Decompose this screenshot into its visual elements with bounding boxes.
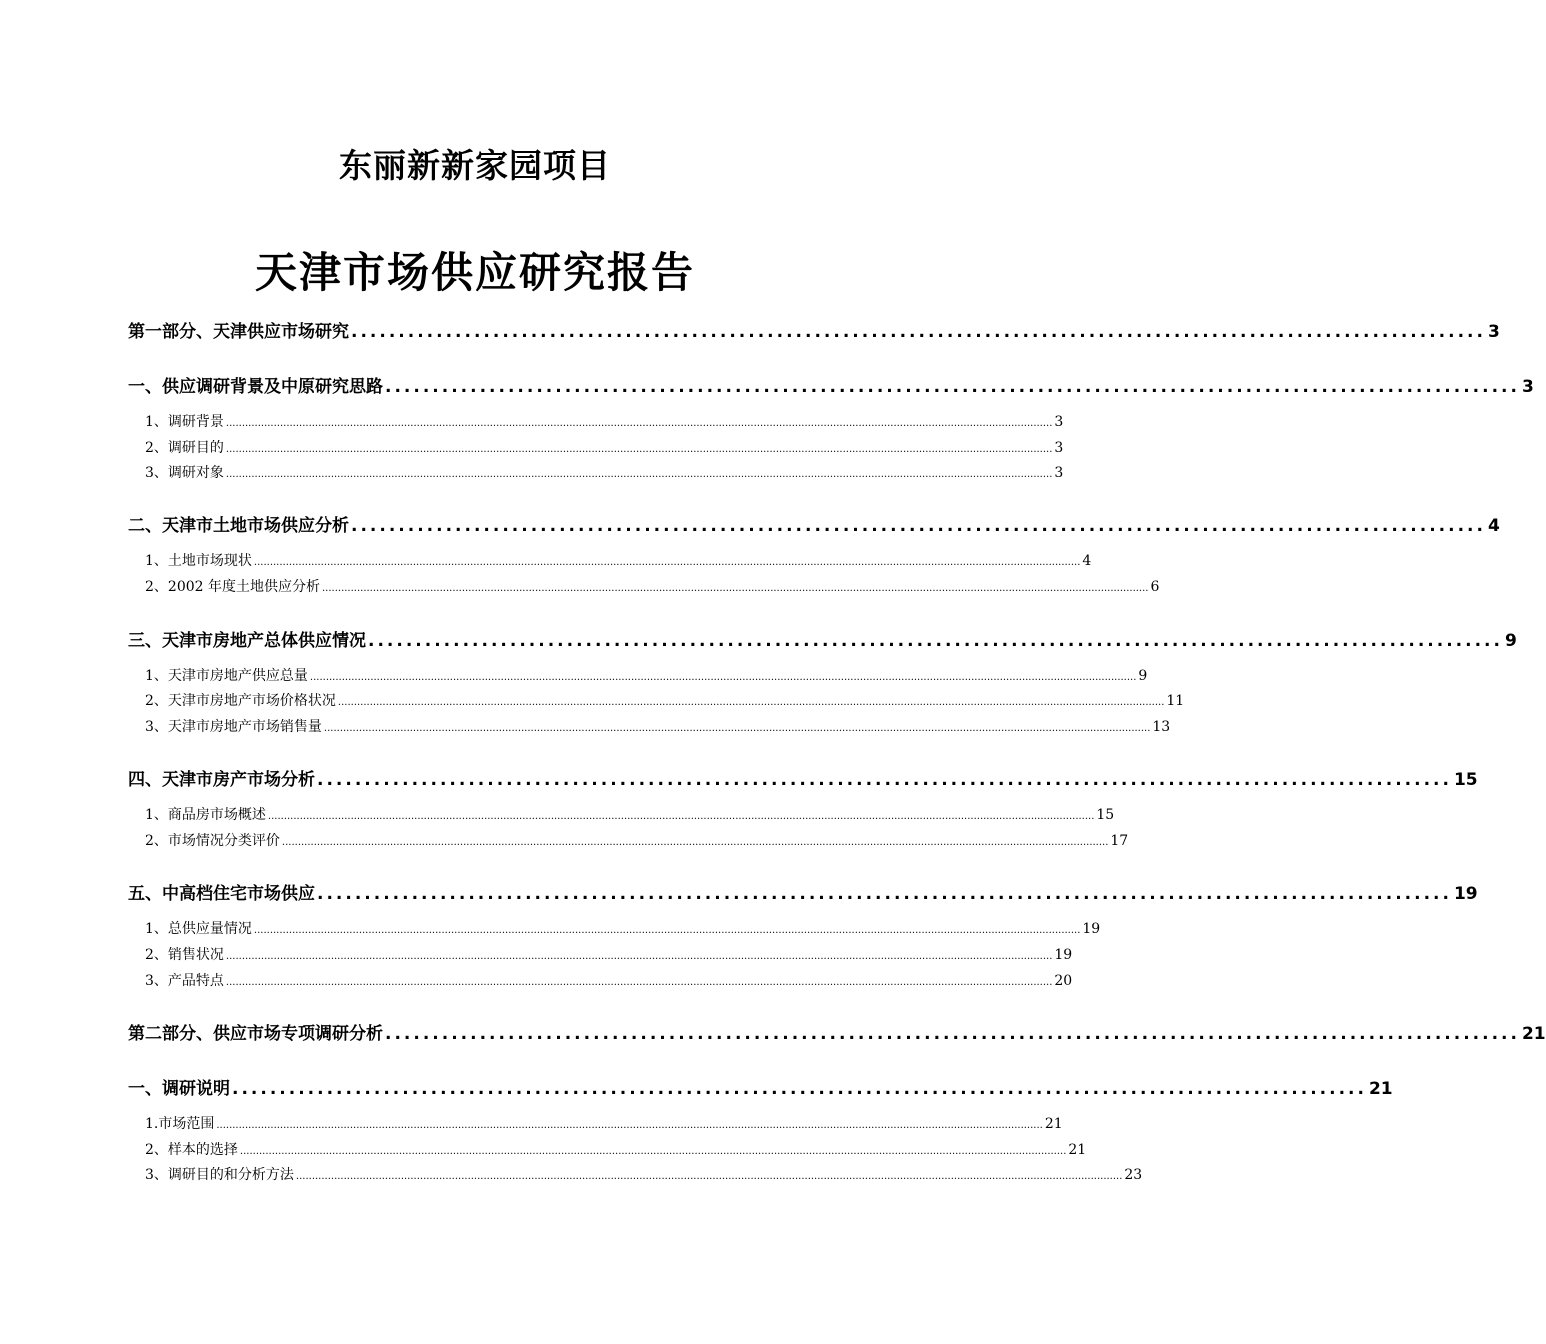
toc-leader-dots: .................................................................................................................................................................................................................................................................... [337, 697, 1165, 708]
toc-page-number: 20 [1054, 973, 1073, 989]
toc-entry-label: 第一部分、天津供应市场研究 [128, 322, 349, 342]
toc-heading-entry[interactable] [128, 1019, 1546, 1044]
toc-leader-dots: .................................................................................................................................................................................................................................................................... [323, 723, 1151, 734]
toc-page-number: 19 [1082, 921, 1101, 937]
toc-subentry[interactable] [145, 576, 1160, 596]
toc-subentry[interactable] [145, 437, 1064, 457]
toc-leader-dots: ........................................................................................................................ [351, 516, 1486, 536]
toc-entry-label: 一、供应调研背景及中原研究思路 [128, 377, 383, 397]
toc-entry-label: 三、天津市房地产总体供应情况 [128, 631, 366, 651]
toc-entry-label: 二、天津市土地市场供应分析 [128, 516, 349, 536]
toc-subentry[interactable] [145, 716, 1171, 736]
toc-subentry[interactable] [145, 804, 1115, 824]
toc-page-number: 6 [1150, 579, 1160, 595]
toc-heading-entry[interactable] [128, 879, 1478, 904]
toc-leader-dots: ........................................................................................................................ [232, 1079, 1367, 1099]
toc-page-number: 19 [1054, 947, 1073, 963]
toc-heading-entry[interactable] [128, 372, 1534, 397]
toc-leader-dots: .................................................................................................................................................................................................................................................................... [267, 811, 1095, 822]
toc-page-number: 21 [1068, 1142, 1087, 1158]
document-title: 东丽新新家园项目 [339, 146, 611, 185]
toc-heading-entry[interactable] [128, 511, 1500, 536]
toc-page-number: 3 [1054, 440, 1064, 456]
toc-entry-label: 3、产品特点 [145, 973, 224, 989]
toc-page-number: 15 [1453, 770, 1478, 790]
toc-page-number: 9 [1138, 668, 1148, 684]
toc-leader-dots: .................................................................................................................................................................................................................................................................... [309, 672, 1137, 683]
toc-leader-dots: ........................................................................................................................ [351, 322, 1486, 342]
toc-entry-label: 五、中高档住宅市场供应 [128, 884, 315, 904]
toc-page-number: 21 [1521, 1024, 1546, 1044]
toc-leader-dots: .................................................................................................................................................................................................................................................................... [281, 837, 1109, 848]
toc-entry-label: 2、样本的选择 [145, 1142, 238, 1158]
toc-leader-dots: .................................................................................................................................................................................................................................................................... [253, 925, 1081, 936]
toc-page-number: 3 [1054, 414, 1064, 430]
toc-subentry[interactable] [145, 550, 1092, 570]
toc-leader-dots: .................................................................................................................................................................................................................................................................... [253, 557, 1081, 568]
toc-leader-dots: .................................................................................................................................................................................................................................................................... [225, 469, 1053, 480]
toc-heading-entry[interactable] [128, 626, 1517, 651]
toc-heading-entry[interactable] [128, 1074, 1393, 1099]
toc-entry-label: 1、商品房市场概述 [145, 807, 266, 823]
toc-entry-label: 1、总供应量情况 [145, 921, 252, 937]
toc-page-number: 3 [1521, 377, 1534, 397]
toc-entry-label: 一、调研说明 [128, 1079, 230, 1099]
toc-entry-label: 2、市场情况分类评价 [145, 833, 280, 849]
toc-page-number: 19 [1453, 884, 1478, 904]
toc-page-number: 4 [1487, 516, 1500, 536]
toc-page-number: 3 [1054, 465, 1064, 481]
toc-subentry[interactable] [145, 918, 1101, 938]
toc-page-number: 15 [1096, 807, 1115, 823]
toc-subentry[interactable] [145, 690, 1185, 710]
toc-leader-dots: .................................................................................................................................................................................................................................................................... [295, 1171, 1123, 1182]
toc-subentry[interactable] [145, 944, 1073, 964]
toc-subentry[interactable] [145, 462, 1064, 482]
toc-subentry[interactable] [145, 1113, 1063, 1133]
toc-leader-dots: .................................................................................................................................................................................................................................................................... [322, 583, 1149, 594]
toc-heading-entry[interactable] [128, 765, 1478, 790]
toc-leader-dots: .................................................................................................................................................................................................................................................................... [225, 977, 1053, 988]
toc-entry-label: 第二部分、供应市场专项调研分析 [128, 1024, 383, 1044]
toc-entry-label: 1、土地市场现状 [145, 553, 252, 569]
toc-entry-label: 3、调研对象 [145, 465, 224, 481]
toc-subentry[interactable] [145, 665, 1148, 685]
toc-entry-label: 四、天津市房产市场分析 [128, 770, 315, 790]
toc-subentry[interactable] [145, 830, 1129, 850]
toc-heading-entry[interactable] [128, 317, 1500, 342]
toc-entry-label: 1.市场范围 [145, 1116, 215, 1132]
toc-entry-label: 2、天津市房地产市场价格状况 [145, 693, 336, 709]
document-subtitle: 天津市场供应研究报告 [254, 248, 695, 297]
toc-entry-label: 3、天津市房地产市场销售量 [145, 719, 322, 735]
toc-leader-dots: ........................................................................................................................ [385, 377, 1520, 397]
toc-page-number: 13 [1152, 719, 1171, 735]
toc-page-number: 17 [1110, 833, 1129, 849]
toc-leader-dots: ........................................................................................................................ [368, 631, 1503, 651]
toc-entry-label: 2、2002 年度土地供应分析 [145, 579, 320, 595]
toc-page-number: 23 [1124, 1167, 1143, 1183]
toc-page-number: 21 [1044, 1116, 1063, 1132]
toc-subentry[interactable] [145, 970, 1073, 990]
toc-page-number: 4 [1082, 553, 1092, 569]
toc-page-number: 3 [1487, 322, 1500, 342]
toc-entry-label: 3、调研目的和分析方法 [145, 1167, 294, 1183]
toc-page-number: 9 [1504, 631, 1517, 651]
toc-page-number: 21 [1368, 1079, 1393, 1099]
toc-entry-label: 1、天津市房地产供应总量 [145, 668, 308, 684]
toc-subentry[interactable] [145, 1139, 1087, 1159]
toc-leader-dots: ........................................................................................................................ [317, 770, 1452, 790]
toc-page-number: 11 [1166, 693, 1185, 709]
toc-leader-dots: .................................................................................................................................................................................................................................................................... [225, 444, 1053, 455]
toc-leader-dots: .................................................................................................................................................................................................................................................................... [225, 418, 1053, 429]
toc-leader-dots: .................................................................................................................................................................................................................................................................... [239, 1146, 1067, 1157]
toc-entry-label: 2、销售状况 [145, 947, 224, 963]
toc-subentry[interactable] [145, 411, 1064, 431]
toc-entry-label: 1、调研背景 [145, 414, 224, 430]
toc-leader-dots: ........................................................................................................................ [317, 884, 1452, 904]
toc-leader-dots: ........................................................................................................................ [385, 1024, 1520, 1044]
toc-leader-dots: .................................................................................................................................................................................................................................................................... [225, 951, 1053, 962]
toc-leader-dots: .................................................................................................................................................................................................................................................................... [216, 1120, 1043, 1131]
toc-entry-label: 2、调研目的 [145, 440, 224, 456]
toc-subentry[interactable] [145, 1164, 1143, 1184]
